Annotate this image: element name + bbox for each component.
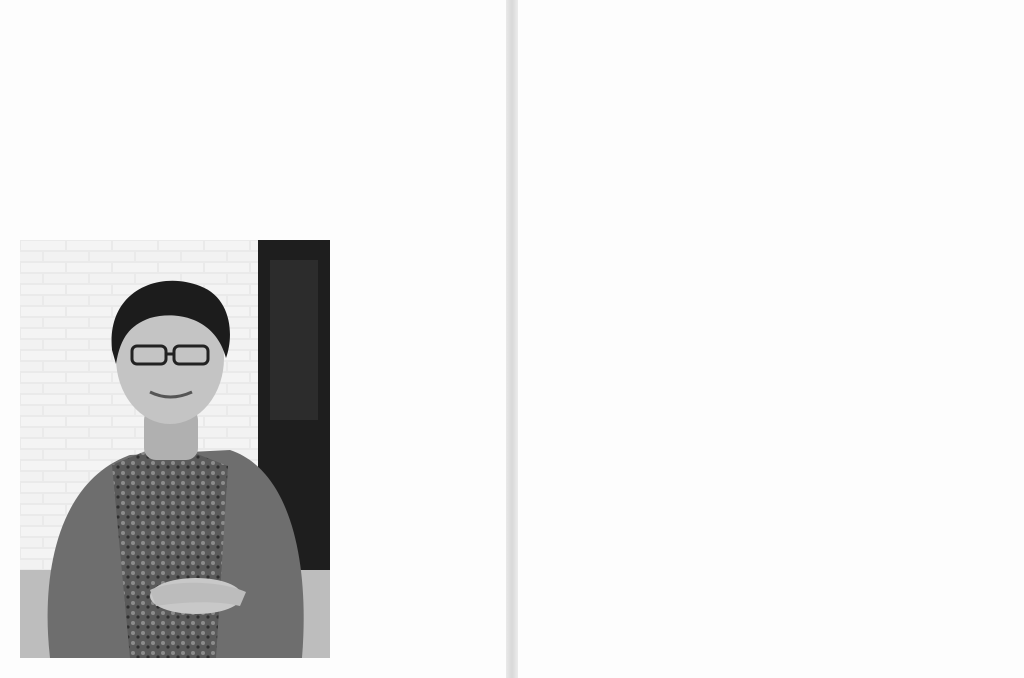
left-page-bottom-text (20, 236, 21, 237)
interview-photo (20, 240, 330, 658)
left-page-top-text (20, 14, 420, 224)
right-page (518, 0, 1024, 678)
right-page-top-left-text (586, 12, 836, 240)
right-page-top-right-text (904, 12, 1022, 442)
left-page (0, 0, 506, 678)
right-page-bottom-text (586, 250, 836, 450)
left-page-side-text (336, 236, 440, 664)
page-gutter (506, 0, 518, 678)
